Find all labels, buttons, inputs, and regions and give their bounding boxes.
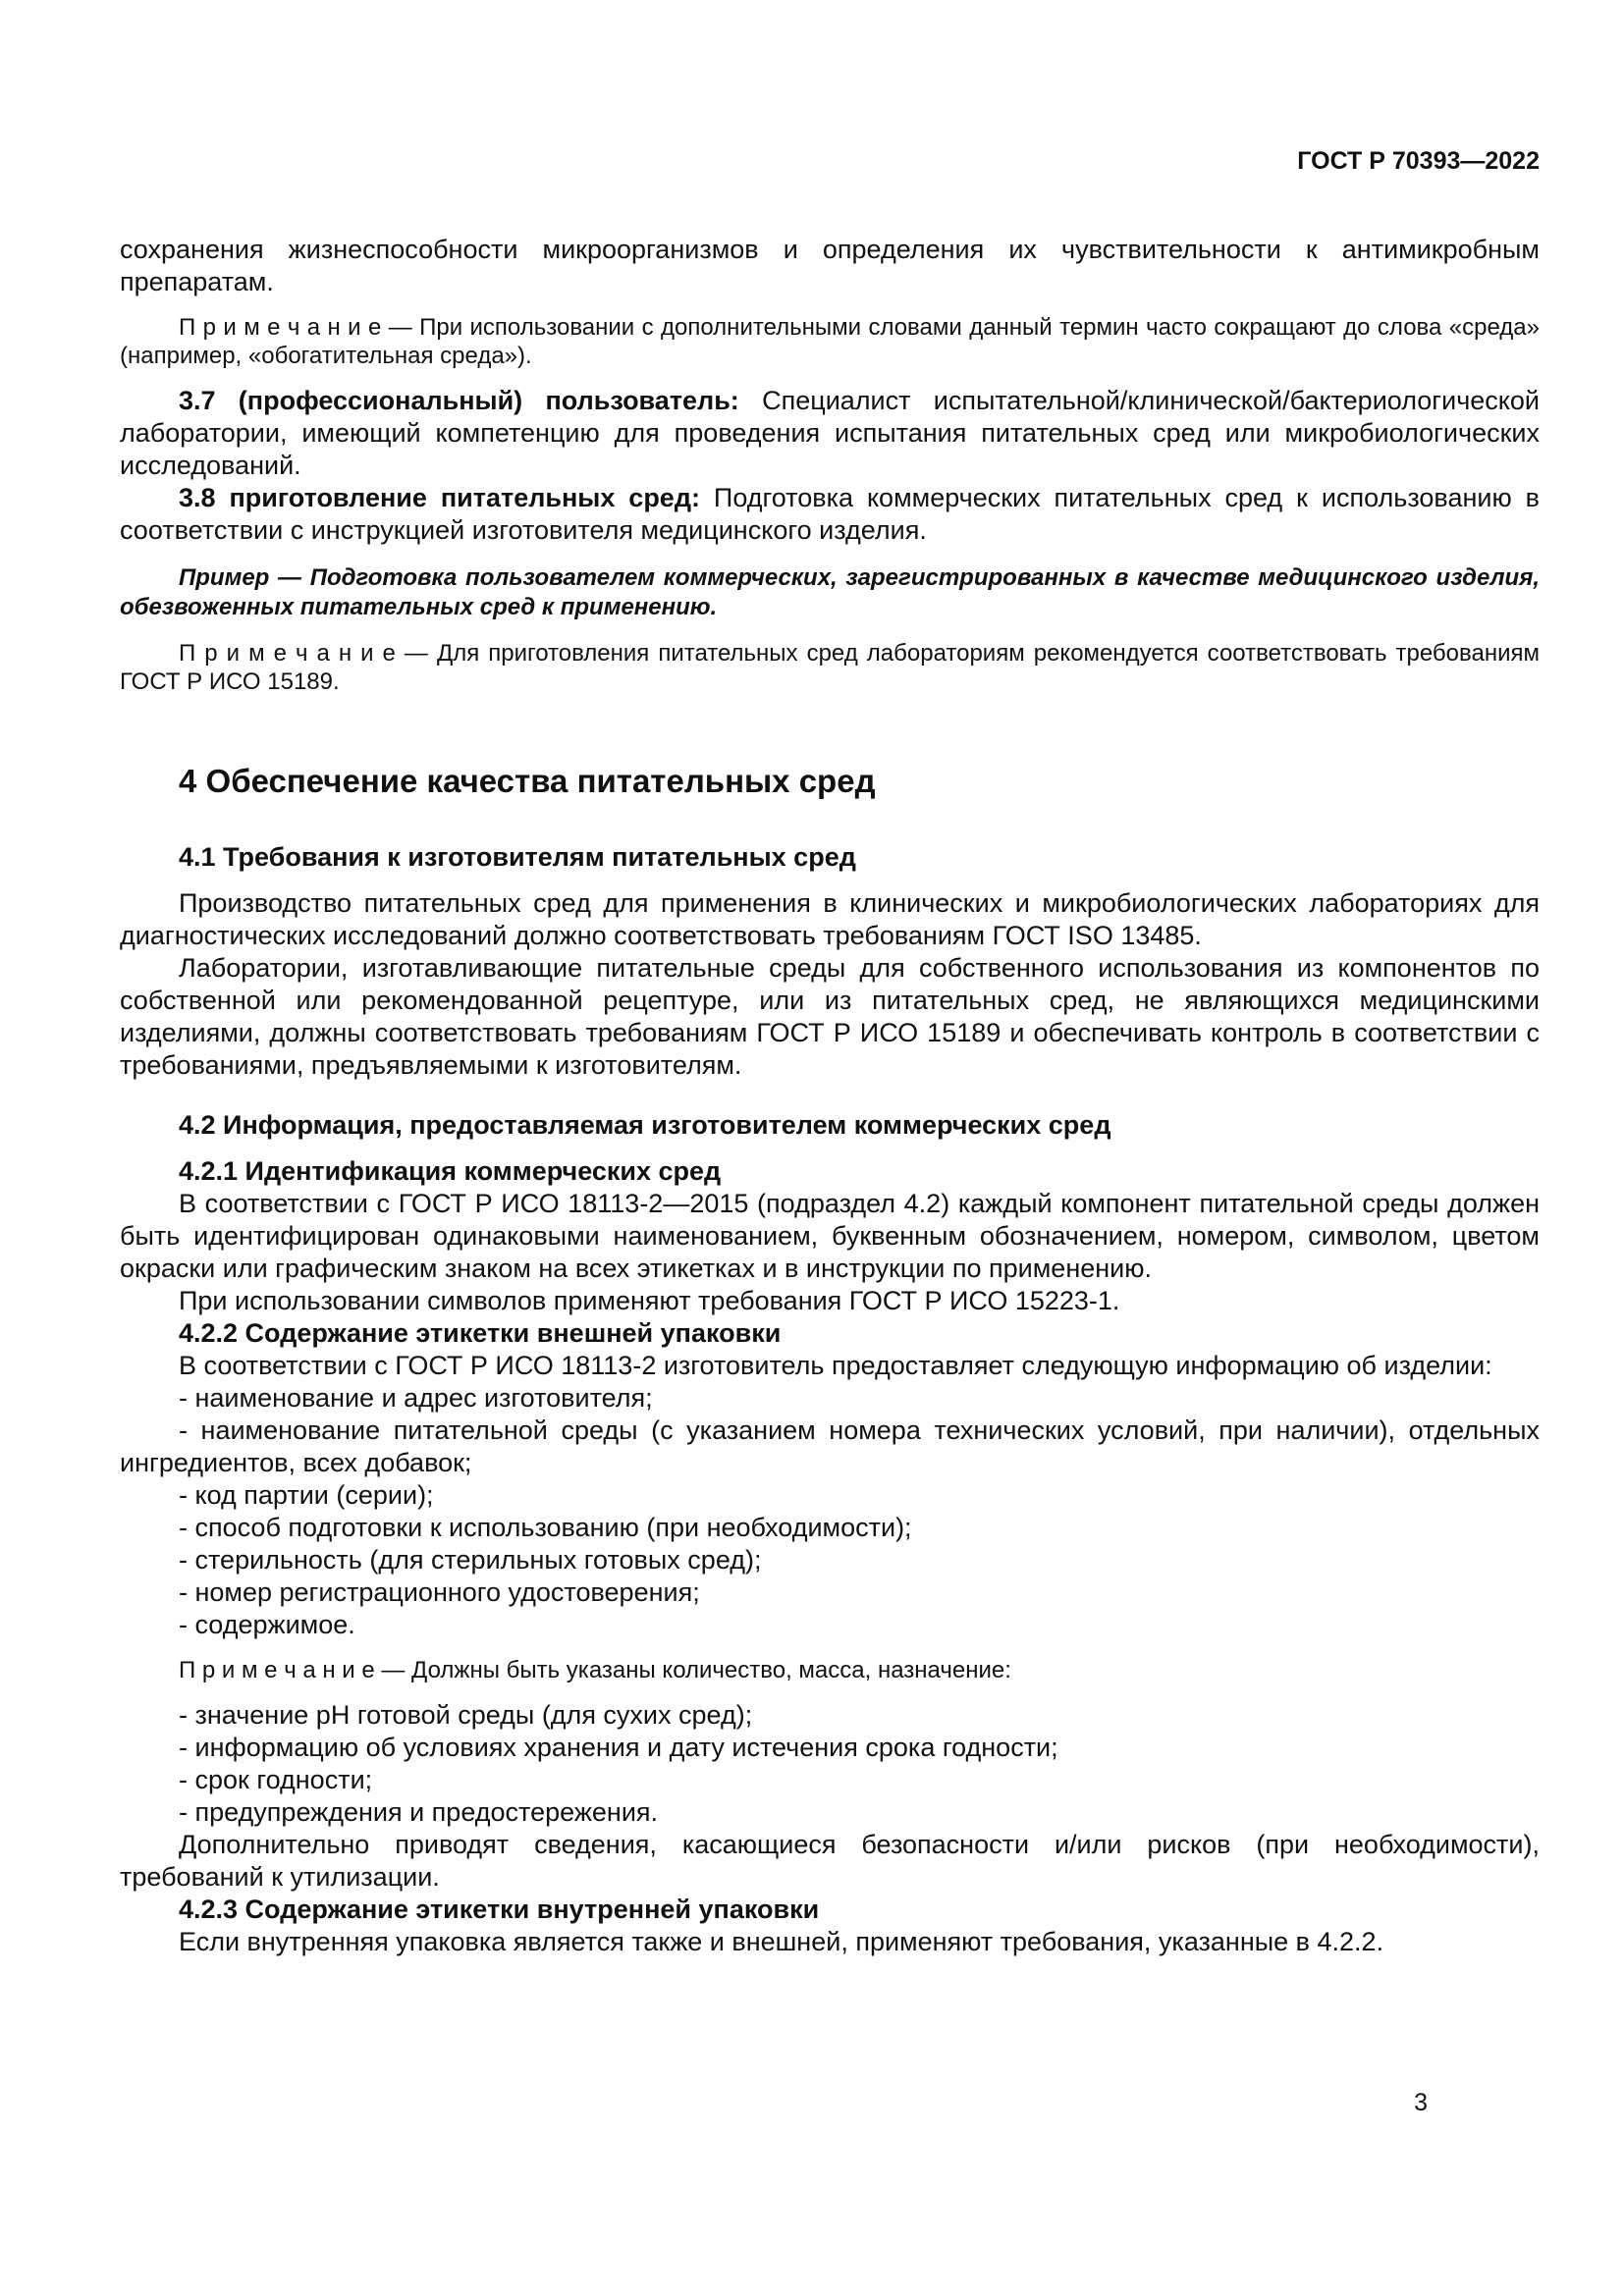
note-term-media: П р и м е ч а н и е — При использовании с дополнительными словами данный термин часто сокращают до слова «среда» (например, «обогатительная среда»). <box>120 314 1540 369</box>
paragraph-4-2-1-symbols: При использовании символов применяют требования ГОСТ Р ИСО 15223-1. <box>179 1286 1120 1315</box>
note-quantity-mass: П р и м е ч а н и е — Должны быть указаны количество, масса, назначение: <box>179 1657 1011 1683</box>
section-4-heading: 4 Обеспечение качества питательных сред <box>179 763 876 799</box>
list-item-storage-conditions: - информацию об условиях хранения и дату истечения срока годности; <box>179 1733 1058 1762</box>
paragraph-4-2-1-identification: В соответствии с ГОСТ Р ИСО 18113-2—2015 (подраздел 4.2) каждый компонент питательной среды должен быть идентифицирован одинаковыми наименованием, буквенным обозначением, номером, символом, цветом окраски или графическим знаком на всех этикетках и в инструкции по применению. <box>120 1189 1540 1283</box>
list-item-contents: - содержимое. <box>179 1610 355 1639</box>
doc-number-header: ГОСТ Р 70393—2022 <box>1297 147 1540 175</box>
term-3-7-definition: Специалист испытательной/клинической/бактериологической лаборатории, имеющий компетенцию для проведения испытания питательных сред или микробиологических исследований. <box>120 386 1540 480</box>
list-item-sterility: - стерильность (для стерильных готовых сред); <box>179 1545 762 1575</box>
list-item-manufacturer-name: - наименование и адрес изготовителя; <box>179 1383 653 1413</box>
section-4-2-1-heading: 4.2.1 Идентификация коммерческих сред <box>179 1156 722 1186</box>
term-3-8-label: 3.8 приготовление питательных сред: <box>179 483 700 512</box>
section-4-2-heading: 4.2 Информация, предоставляемая изготовителем коммерческих сред <box>179 1110 1111 1140</box>
list-item-shelf-life: - срок годности; <box>179 1765 373 1794</box>
list-item-registration-number: - номер регистрационного удостоверения; <box>179 1577 700 1607</box>
term-3-7-label: 3.7 (профессиональный) пользователь: <box>179 386 739 415</box>
section-4-1-heading: 4.1 Требования к изготовителям питательных сред <box>179 842 856 872</box>
list-item-preparation-method: - способ подготовки к использованию (при необходимости); <box>179 1513 912 1542</box>
list-item-ph-value: - значение pH готовой среды (для сухих сред); <box>179 1700 753 1730</box>
example-block: Пример — Подготовка пользователем коммерческих, зарегистрированных в качестве медицинского изделия, обезвоженных питательных сред к применению. <box>120 564 1540 620</box>
document-body <box>120 234 1540 1958</box>
paragraph-term-3-8 <box>120 482 1540 547</box>
section-4-2-2-heading: 4.2.2 Содержание этикетки внешней упаковки <box>179 1318 782 1348</box>
paragraph-4-2-2-intro: В соответствии с ГОСТ Р ИСО 18113-2 изготовитель предоставляет следующую информацию об изделии: <box>179 1351 1492 1380</box>
paragraph-continuation: сохранения жизнеспособности микроорганизмов и определения их чувствительности к антимикробным препаратам. <box>120 235 1540 296</box>
term-3-8-definition: Подготовка коммерческих питательных сред к использованию в соответствии с инструкцией изготовителя медицинского изделия. <box>120 483 1540 545</box>
paragraph-4-1-production: Производство питательных сред для применения в клинических и микробиологических лабораториях для диагностических исследований должно соответствовать требованиям ГОСТ ISO 13485. <box>120 888 1540 950</box>
paragraph-term-3-7 <box>120 385 1540 482</box>
section-4-2-3-heading: 4.2.3 Содержание этикетки внутренней упаковки <box>179 1895 820 1924</box>
page-number: 3 <box>1414 2089 1428 2116</box>
note-preparation: П р и м е ч а н и е — Для приготовления питательных сред лабораториям рекомендуется соответствовать требованиям ГОСТ Р ИСО 15189. <box>120 640 1540 695</box>
paragraph-4-2-2-additional: Дополнительно приводят сведения, касающиеся безопасности и/или рисков (при необходимости), требований к утилизации. <box>120 1830 1540 1892</box>
list-item-media-name: - наименование питательной среды (с указанием номера технических условий, при наличии), отдельных ингредиентов, всех добавок; <box>120 1415 1540 1477</box>
list-item-warnings: - предупреждения и предостережения. <box>179 1797 659 1827</box>
paragraph-4-2-3-inner-packaging: Если внутренняя упаковка является также и внешней, применяют требования, указанные в 4.2.2. <box>179 1927 1384 1956</box>
paragraph-4-1-laboratories: Лаборатории, изготавливающие питательные среды для собственного использования из компонентов по собственной или рекомендованной рецептуре, или из питательных сред, не являющихся медицинскими изделиями, должны соответствовать требованиям ГОСТ Р ИСО 15189 и обеспечивать контроль в соответствии с требованиями, предъявляемыми к изготовителям. <box>120 953 1540 1080</box>
list-item-batch-code: - код партии (серии); <box>179 1480 434 1510</box>
